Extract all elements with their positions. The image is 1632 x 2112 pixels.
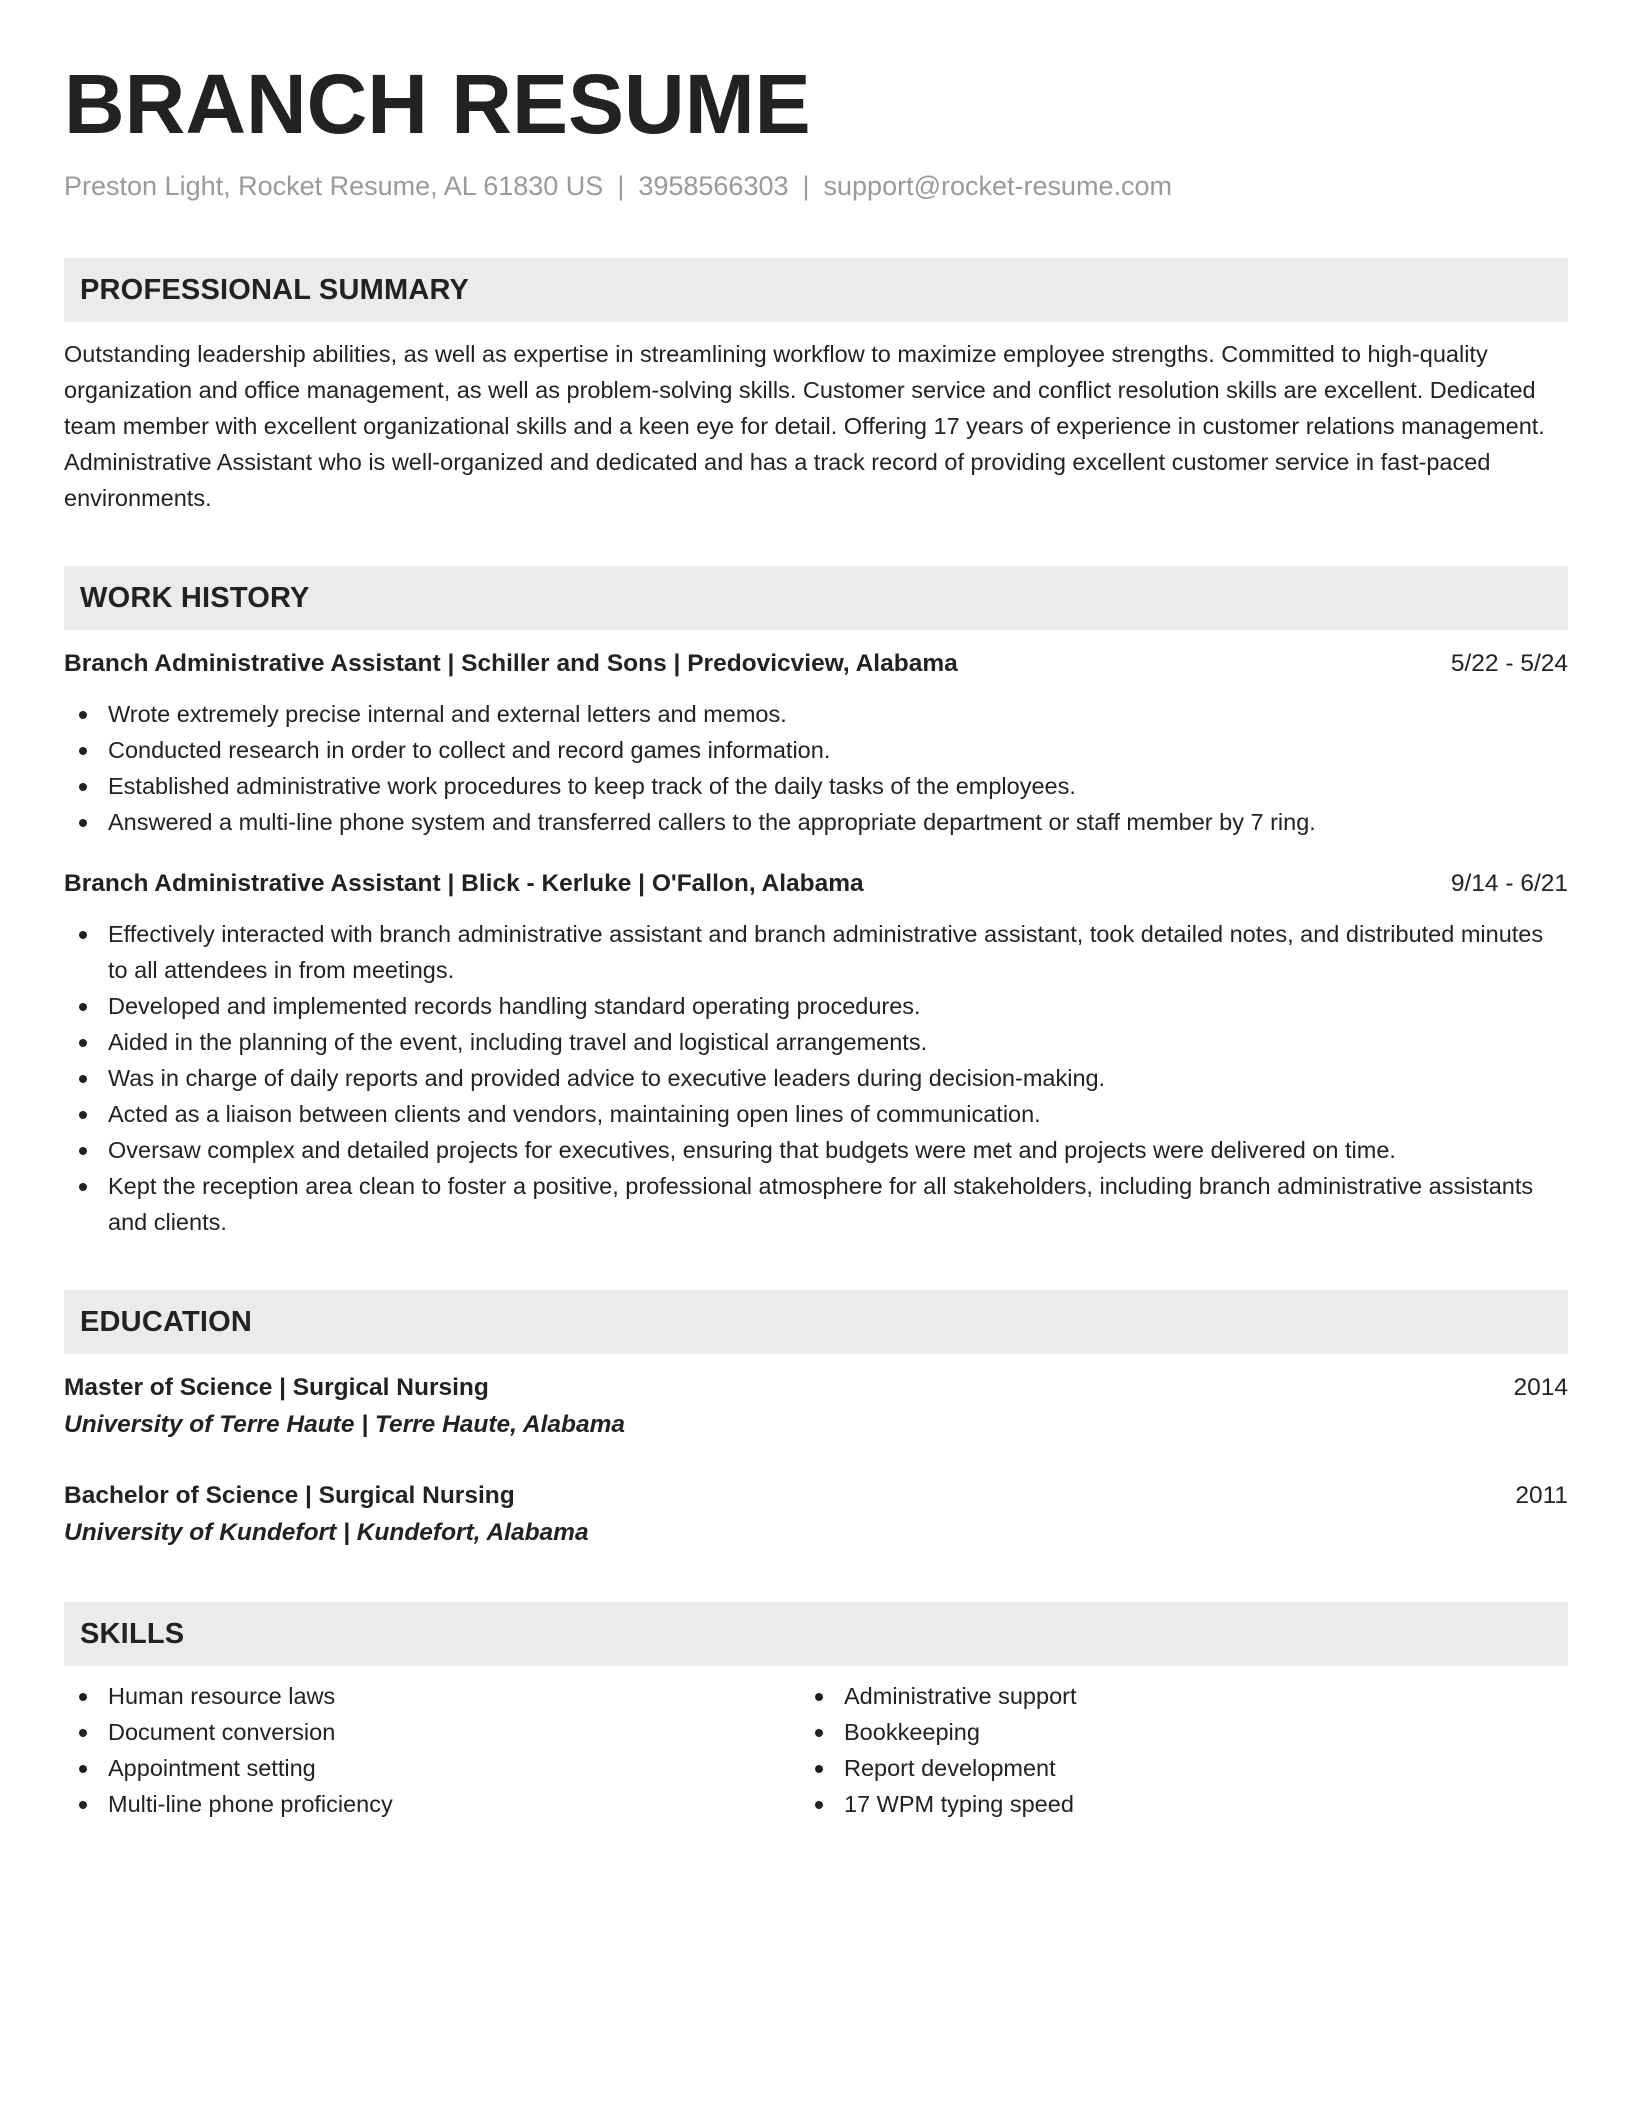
skill-text: Appointment setting bbox=[108, 1755, 316, 1781]
job-bullet-list bbox=[64, 696, 1568, 840]
job-bullet-text: Effectively interacted with branch administrative assistant and branch administrative assistant, took detailed notes, and distributed minutes to all attendees in from meetings. bbox=[108, 921, 1544, 983]
bullet-icon bbox=[79, 1765, 87, 1773]
skills-column-left bbox=[64, 1678, 800, 1822]
skills-column-right bbox=[800, 1678, 1536, 1822]
skill-item bbox=[800, 1678, 1536, 1714]
job-bullet-text: Oversaw complex and detailed projects for executives, ensuring that budgets were met and projects were delivered on time. bbox=[108, 1137, 1396, 1163]
job-bullet bbox=[64, 1060, 1568, 1096]
job-title: Branch Administrative Assistant | Schiller and Sons | Predovicview, Alabama bbox=[64, 650, 958, 677]
bullet-icon bbox=[79, 1147, 87, 1155]
bullet-icon bbox=[815, 1693, 823, 1701]
skill-item bbox=[64, 1678, 800, 1714]
job-bullet bbox=[64, 916, 1568, 988]
job-bullet bbox=[64, 1096, 1568, 1132]
skills-list bbox=[64, 1678, 1568, 1822]
bullet-icon bbox=[815, 1729, 823, 1737]
bullet-icon bbox=[79, 1003, 87, 1011]
contact-address: Preston Light, Rocket Resume, AL 61830 US bbox=[64, 171, 604, 201]
bullet-icon bbox=[79, 931, 87, 939]
contact-line bbox=[64, 168, 1568, 204]
bullet-icon bbox=[79, 1729, 87, 1737]
bullet-icon bbox=[79, 1801, 87, 1809]
job-dates: 5/22 - 5/24 bbox=[1450, 650, 1568, 677]
skill-item bbox=[800, 1750, 1536, 1786]
skill-text: 17 WPM typing speed bbox=[844, 1791, 1074, 1817]
bullet-icon bbox=[79, 1075, 87, 1083]
job-bullet-text: Acted as a liaison between clients and vendors, maintaining open lines of communication. bbox=[108, 1101, 1041, 1127]
education-school: University of Kundefort | Kundefort, Alabama bbox=[64, 1519, 589, 1546]
job-bullet-text: Conducted research in order to collect and record games information. bbox=[108, 737, 831, 763]
job-bullet bbox=[64, 988, 1568, 1024]
job-entry bbox=[64, 646, 1568, 840]
job-bullet bbox=[64, 768, 1568, 804]
job-bullet bbox=[64, 1132, 1568, 1168]
bullet-icon bbox=[79, 711, 87, 719]
skill-item bbox=[64, 1786, 800, 1822]
section-header-education: EDUCATION bbox=[64, 1290, 1568, 1354]
education-degree: Master of Science | Surgical Nursing bbox=[64, 1374, 489, 1401]
job-bullet bbox=[64, 1024, 1568, 1060]
job-dates: 9/14 - 6/21 bbox=[1450, 870, 1568, 897]
skill-text: Multi-line phone proficiency bbox=[108, 1791, 393, 1817]
job-bullet bbox=[64, 732, 1568, 768]
contact-email: support@rocket-resume.com bbox=[823, 171, 1173, 201]
job-bullet-text: Wrote extremely precise internal and external letters and memos. bbox=[108, 701, 787, 727]
job-bullet bbox=[64, 696, 1568, 732]
skills-bullet-list bbox=[800, 1678, 1536, 1822]
bullet-icon bbox=[815, 1765, 823, 1773]
job-bullet bbox=[64, 1168, 1568, 1240]
contact-separator: | bbox=[617, 171, 625, 201]
skill-item bbox=[64, 1750, 800, 1786]
skills-bullet-list bbox=[64, 1678, 800, 1822]
job-bullet-text: Answered a multi-line phone system and transferred callers to the appropriate department or staff member by 7 ring. bbox=[108, 809, 1316, 835]
job-bullet-list bbox=[64, 916, 1568, 1240]
education-degree: Bachelor of Science | Surgical Nursing bbox=[64, 1482, 515, 1509]
bullet-icon bbox=[79, 1111, 87, 1119]
job-bullet-text: Aided in the planning of the event, including travel and logistical arrangements. bbox=[108, 1029, 928, 1055]
education-year: 2014 bbox=[1513, 1374, 1568, 1401]
skill-text: Report development bbox=[844, 1755, 1056, 1781]
job-bullet-text: Was in charge of daily reports and provided advice to executive leaders during decision-making. bbox=[108, 1065, 1106, 1091]
education-entry bbox=[64, 1478, 1568, 1552]
contact-separator: | bbox=[802, 171, 810, 201]
section-header-summary: PROFESSIONAL SUMMARY bbox=[64, 258, 1568, 322]
bullet-icon bbox=[815, 1801, 823, 1809]
contact-phone: 3958566303 bbox=[638, 171, 789, 201]
bullet-icon bbox=[79, 1183, 87, 1191]
skill-item bbox=[800, 1786, 1536, 1822]
skill-text: Bookkeeping bbox=[844, 1719, 980, 1745]
skill-text: Administrative support bbox=[844, 1683, 1077, 1709]
resume-title: BRANCH RESUME bbox=[64, 57, 811, 151]
education-year: 2011 bbox=[1515, 1482, 1568, 1509]
job-bullet bbox=[64, 804, 1568, 840]
skill-text: Document conversion bbox=[108, 1719, 336, 1745]
job-entry bbox=[64, 866, 1568, 1240]
skill-item bbox=[64, 1714, 800, 1750]
skill-item bbox=[800, 1714, 1536, 1750]
professional-summary-text: Outstanding leadership abilities, as well as expertise in streamlining workflow to maximize employee strengths. Committed to high-quality organization and office management, as well as problem-solving skills. Customer service and conflict resolution skills are excellent. Dedicated team member with excellent organizational skills and a keen eye for detail. Offering 17 years of experience in customer relations management. Administrative Assistant who is well-organized and dedicated and has a track record of providing excellent customer service in fast-paced environments. bbox=[64, 341, 1545, 511]
job-title: Branch Administrative Assistant | Blick - Kerluke | O'Fallon, Alabama bbox=[64, 870, 864, 897]
education-entry bbox=[64, 1370, 1568, 1444]
section-header-skills: SKILLS bbox=[64, 1602, 1568, 1666]
bullet-icon bbox=[79, 747, 87, 755]
skill-text: Human resource laws bbox=[108, 1683, 336, 1709]
job-bullet-text: Developed and implemented records handling standard operating procedures. bbox=[108, 993, 921, 1019]
education-school: University of Terre Haute | Terre Haute, Alabama bbox=[64, 1411, 626, 1438]
section-header-work-history: WORK HISTORY bbox=[64, 566, 1568, 630]
bullet-icon bbox=[79, 783, 87, 791]
bullet-icon bbox=[79, 1039, 87, 1047]
job-bullet-text: Established administrative work procedures to keep track of the daily tasks of the employees. bbox=[108, 773, 1076, 799]
job-bullet-text: Kept the reception area clean to foster a positive, professional atmosphere for all stakeholders, including branch administrative assistants and clients. bbox=[108, 1173, 1534, 1235]
bullet-icon bbox=[79, 1693, 87, 1701]
bullet-icon bbox=[79, 819, 87, 827]
